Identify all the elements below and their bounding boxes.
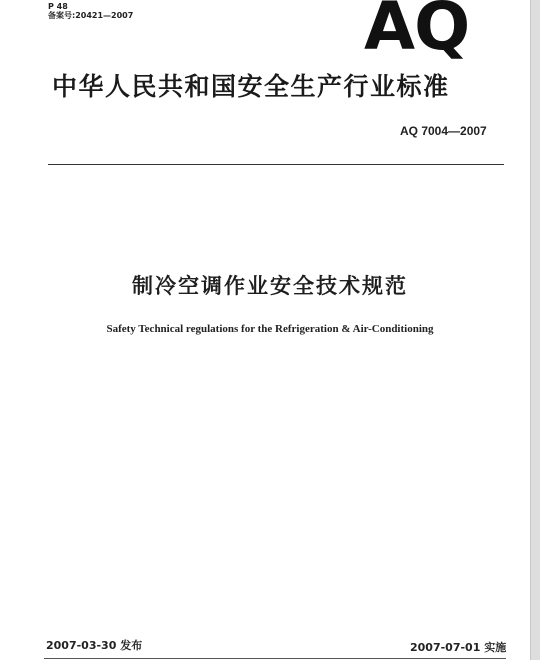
filing-number: 备案号:20421—2007 <box>48 11 134 20</box>
classification-code: P 48 <box>48 2 68 11</box>
aq-logo: AQ <box>364 0 470 65</box>
document-subtitle: Safety Technical regulations for the Refrigeration & Air-Conditioning <box>106 323 434 335</box>
page-edge <box>530 0 540 660</box>
document-title: 制冷空调作业安全技术规范 <box>132 274 408 298</box>
standard-number: AQ 7004—2007 <box>400 124 487 138</box>
issue-date: 2007-03-30 发布 <box>46 639 143 652</box>
header-divider <box>48 164 504 165</box>
standard-category-title: 中华人民共和国安全生产行业标准 <box>52 72 450 101</box>
footer-divider <box>44 658 506 659</box>
implementation-date: 2007-07-01 实施 <box>410 641 507 654</box>
